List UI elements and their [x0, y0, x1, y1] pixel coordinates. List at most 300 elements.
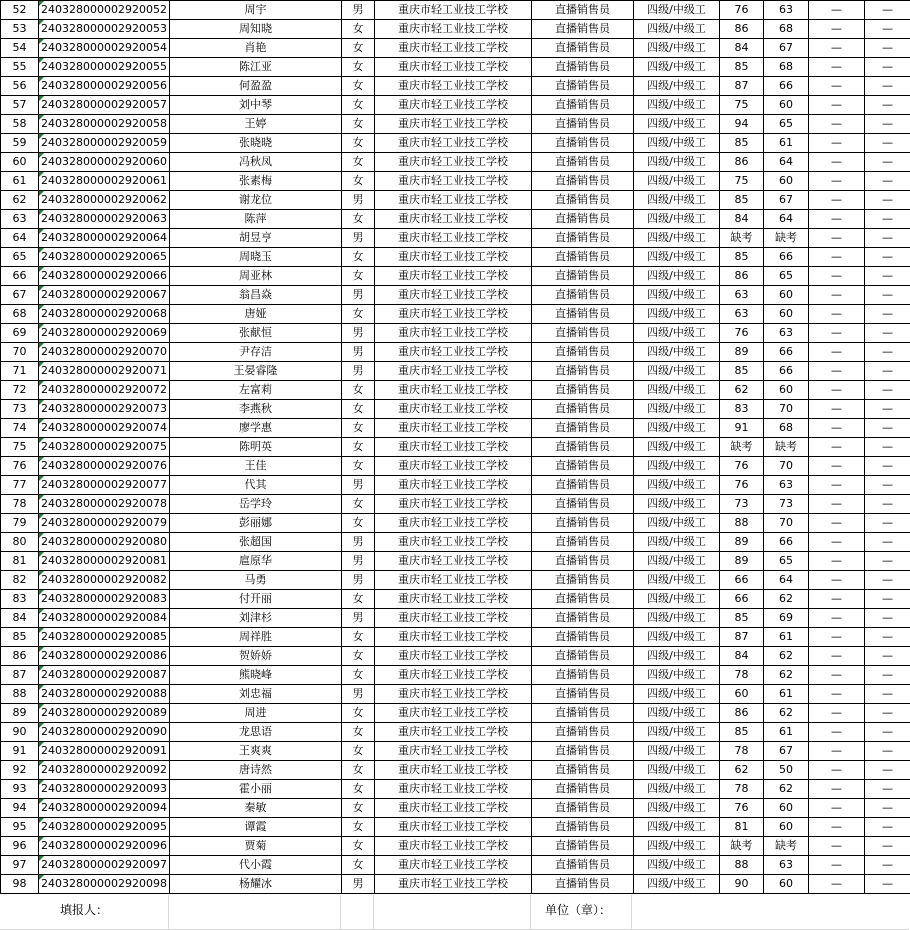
result-cell-a[interactable] — [809, 609, 865, 628]
school-cell[interactable] — [375, 20, 532, 39]
ticket-number-cell[interactable] — [39, 305, 170, 324]
name-cell[interactable] — [170, 818, 342, 837]
school-cell[interactable] — [375, 571, 532, 590]
result-cell-b[interactable] — [865, 305, 910, 324]
result-cell-a[interactable] — [809, 666, 865, 685]
result-cell-b[interactable] — [865, 438, 910, 457]
level-cell[interactable] — [634, 552, 720, 571]
name-cell[interactable] — [170, 77, 342, 96]
seq-cell[interactable] — [1, 172, 39, 191]
school-cell[interactable] — [375, 704, 532, 723]
result-cell-a[interactable] — [809, 400, 865, 419]
theory-score-cell[interactable] — [720, 647, 764, 666]
result-cell-a[interactable] — [809, 647, 865, 666]
result-cell-a[interactable] — [809, 723, 865, 742]
school-cell[interactable] — [375, 305, 532, 324]
skill-score-cell[interactable] — [764, 818, 809, 837]
result-cell-b[interactable] — [865, 723, 910, 742]
theory-score-cell[interactable] — [720, 590, 764, 609]
school-cell[interactable] — [375, 115, 532, 134]
result-cell-b[interactable] — [865, 476, 910, 495]
level-cell[interactable] — [634, 571, 720, 590]
result-cell-a[interactable] — [809, 761, 865, 780]
result-cell-a[interactable] — [809, 856, 865, 875]
seq-cell[interactable] — [1, 780, 39, 799]
school-cell[interactable] — [375, 514, 532, 533]
result-cell-b[interactable] — [865, 647, 910, 666]
name-cell[interactable] — [170, 229, 342, 248]
theory-score-cell[interactable] — [720, 343, 764, 362]
seq-cell[interactable] — [1, 571, 39, 590]
level-cell[interactable] — [634, 666, 720, 685]
ticket-number-cell[interactable] — [39, 875, 170, 894]
level-cell[interactable] — [634, 457, 720, 476]
result-cell-a[interactable] — [809, 191, 865, 210]
name-cell[interactable] — [170, 495, 342, 514]
result-cell-a[interactable] — [809, 704, 865, 723]
result-cell-b[interactable] — [865, 153, 910, 172]
seq-cell[interactable] — [1, 856, 39, 875]
result-cell-b[interactable] — [865, 191, 910, 210]
seq-cell[interactable] — [1, 514, 39, 533]
name-cell[interactable] — [170, 647, 342, 666]
school-cell[interactable] — [375, 229, 532, 248]
seq-cell[interactable] — [1, 799, 39, 818]
skill-score-cell[interactable] — [764, 172, 809, 191]
school-cell[interactable] — [375, 533, 532, 552]
ticket-number-cell[interactable] — [39, 856, 170, 875]
school-cell[interactable] — [375, 191, 532, 210]
theory-score-cell[interactable] — [720, 723, 764, 742]
gender-cell[interactable] — [342, 856, 375, 875]
result-cell-a[interactable] — [809, 780, 865, 799]
result-cell-a[interactable] — [809, 419, 865, 438]
job-cell[interactable] — [532, 362, 634, 381]
gender-cell[interactable] — [342, 324, 375, 343]
gender-cell[interactable] — [342, 39, 375, 58]
theory-score-cell[interactable] — [720, 780, 764, 799]
name-cell[interactable] — [170, 533, 342, 552]
name-cell[interactable] — [170, 115, 342, 134]
gender-cell[interactable] — [342, 134, 375, 153]
seq-cell[interactable] — [1, 305, 39, 324]
school-cell[interactable] — [375, 77, 532, 96]
level-cell[interactable] — [634, 381, 720, 400]
job-cell[interactable] — [532, 115, 634, 134]
job-cell[interactable] — [532, 495, 634, 514]
result-cell-b[interactable] — [865, 571, 910, 590]
theory-score-cell[interactable] — [720, 96, 764, 115]
result-cell-b[interactable] — [865, 400, 910, 419]
ticket-number-cell[interactable] — [39, 77, 170, 96]
result-cell-a[interactable] — [809, 210, 865, 229]
name-cell[interactable] — [170, 191, 342, 210]
result-cell-a[interactable] — [809, 552, 865, 571]
gender-cell[interactable] — [342, 837, 375, 856]
result-cell-b[interactable] — [865, 495, 910, 514]
theory-score-cell[interactable] — [720, 628, 764, 647]
gender-cell[interactable] — [342, 875, 375, 894]
gender-cell[interactable] — [342, 647, 375, 666]
seq-cell[interactable] — [1, 400, 39, 419]
school-cell[interactable] — [375, 400, 532, 419]
level-cell[interactable] — [634, 438, 720, 457]
result-cell-a[interactable] — [809, 628, 865, 647]
job-cell[interactable] — [532, 856, 634, 875]
skill-score-cell[interactable] — [764, 58, 809, 77]
school-cell[interactable] — [375, 134, 532, 153]
level-cell[interactable] — [634, 58, 720, 77]
theory-score-cell[interactable] — [720, 419, 764, 438]
name-cell[interactable] — [170, 210, 342, 229]
ticket-number-cell[interactable] — [39, 685, 170, 704]
result-cell-b[interactable] — [865, 837, 910, 856]
ticket-number-cell[interactable] — [39, 400, 170, 419]
ticket-number-cell[interactable] — [39, 324, 170, 343]
skill-score-cell[interactable] — [764, 457, 809, 476]
job-cell[interactable] — [532, 647, 634, 666]
ticket-number-cell[interactable] — [39, 1, 170, 20]
ticket-number-cell[interactable] — [39, 723, 170, 742]
gender-cell[interactable] — [342, 210, 375, 229]
job-cell[interactable] — [532, 628, 634, 647]
gender-cell[interactable] — [342, 115, 375, 134]
job-cell[interactable] — [532, 77, 634, 96]
level-cell[interactable] — [634, 305, 720, 324]
ticket-number-cell[interactable] — [39, 172, 170, 191]
school-cell[interactable] — [375, 799, 532, 818]
seq-cell[interactable] — [1, 286, 39, 305]
skill-score-cell[interactable] — [764, 324, 809, 343]
theory-score-cell[interactable] — [720, 362, 764, 381]
skill-score-cell[interactable] — [764, 628, 809, 647]
level-cell[interactable] — [634, 96, 720, 115]
name-cell[interactable] — [170, 837, 342, 856]
ticket-number-cell[interactable] — [39, 248, 170, 267]
job-cell[interactable] — [532, 723, 634, 742]
name-cell[interactable] — [170, 172, 342, 191]
result-cell-b[interactable] — [865, 324, 910, 343]
result-cell-b[interactable] — [865, 20, 910, 39]
result-cell-a[interactable] — [809, 153, 865, 172]
result-cell-a[interactable] — [809, 685, 865, 704]
school-cell[interactable] — [375, 267, 532, 286]
theory-score-cell[interactable] — [720, 115, 764, 134]
school-cell[interactable] — [375, 457, 532, 476]
result-cell-b[interactable] — [865, 780, 910, 799]
gender-cell[interactable] — [342, 723, 375, 742]
theory-score-cell[interactable] — [720, 153, 764, 172]
result-cell-a[interactable] — [809, 229, 865, 248]
result-cell-b[interactable] — [865, 818, 910, 837]
skill-score-cell[interactable] — [764, 590, 809, 609]
job-cell[interactable] — [532, 818, 634, 837]
theory-score-cell[interactable] — [720, 191, 764, 210]
gender-cell[interactable] — [342, 457, 375, 476]
gender-cell[interactable] — [342, 248, 375, 267]
theory-score-cell[interactable] — [720, 742, 764, 761]
skill-score-cell[interactable] — [764, 780, 809, 799]
level-cell[interactable] — [634, 514, 720, 533]
theory-score-cell[interactable] — [720, 856, 764, 875]
ticket-number-cell[interactable] — [39, 267, 170, 286]
skill-score-cell[interactable] — [764, 723, 809, 742]
skill-score-cell[interactable] — [764, 552, 809, 571]
result-cell-b[interactable] — [865, 533, 910, 552]
name-cell[interactable] — [170, 514, 342, 533]
skill-score-cell[interactable] — [764, 1, 809, 20]
job-cell[interactable] — [532, 39, 634, 58]
result-cell-a[interactable] — [809, 77, 865, 96]
skill-score-cell[interactable] — [764, 837, 809, 856]
job-cell[interactable] — [532, 343, 634, 362]
result-cell-b[interactable] — [865, 704, 910, 723]
result-cell-b[interactable] — [865, 381, 910, 400]
gender-cell[interactable] — [342, 267, 375, 286]
gender-cell[interactable] — [342, 571, 375, 590]
ticket-number-cell[interactable] — [39, 799, 170, 818]
level-cell[interactable] — [634, 590, 720, 609]
name-cell[interactable] — [170, 96, 342, 115]
job-cell[interactable] — [532, 305, 634, 324]
result-cell-a[interactable] — [809, 1, 865, 20]
school-cell[interactable] — [375, 476, 532, 495]
result-cell-a[interactable] — [809, 286, 865, 305]
job-cell[interactable] — [532, 533, 634, 552]
gender-cell[interactable] — [342, 704, 375, 723]
skill-score-cell[interactable] — [764, 742, 809, 761]
theory-score-cell[interactable] — [720, 495, 764, 514]
job-cell[interactable] — [532, 875, 634, 894]
skill-score-cell[interactable] — [764, 362, 809, 381]
gender-cell[interactable] — [342, 229, 375, 248]
name-cell[interactable] — [170, 286, 342, 305]
school-cell[interactable] — [375, 818, 532, 837]
skill-score-cell[interactable] — [764, 685, 809, 704]
theory-score-cell[interactable] — [720, 229, 764, 248]
theory-score-cell[interactable] — [720, 761, 764, 780]
result-cell-a[interactable] — [809, 742, 865, 761]
ticket-number-cell[interactable] — [39, 419, 170, 438]
result-cell-b[interactable] — [865, 552, 910, 571]
job-cell[interactable] — [532, 248, 634, 267]
theory-score-cell[interactable] — [720, 438, 764, 457]
job-cell[interactable] — [532, 609, 634, 628]
ticket-number-cell[interactable] — [39, 495, 170, 514]
name-cell[interactable] — [170, 875, 342, 894]
name-cell[interactable] — [170, 343, 342, 362]
theory-score-cell[interactable] — [720, 799, 764, 818]
skill-score-cell[interactable] — [764, 400, 809, 419]
result-cell-a[interactable] — [809, 305, 865, 324]
skill-score-cell[interactable] — [764, 666, 809, 685]
theory-score-cell[interactable] — [720, 267, 764, 286]
seq-cell[interactable] — [1, 134, 39, 153]
ticket-number-cell[interactable] — [39, 837, 170, 856]
result-cell-a[interactable] — [809, 438, 865, 457]
name-cell[interactable] — [170, 1, 342, 20]
level-cell[interactable] — [634, 704, 720, 723]
skill-score-cell[interactable] — [764, 77, 809, 96]
theory-score-cell[interactable] — [720, 552, 764, 571]
school-cell[interactable] — [375, 742, 532, 761]
result-cell-a[interactable] — [809, 248, 865, 267]
result-cell-b[interactable] — [865, 590, 910, 609]
name-cell[interactable] — [170, 476, 342, 495]
result-cell-a[interactable] — [809, 381, 865, 400]
school-cell[interactable] — [375, 343, 532, 362]
seq-cell[interactable] — [1, 552, 39, 571]
skill-score-cell[interactable] — [764, 286, 809, 305]
gender-cell[interactable] — [342, 58, 375, 77]
job-cell[interactable] — [532, 191, 634, 210]
seq-cell[interactable] — [1, 685, 39, 704]
result-cell-a[interactable] — [809, 875, 865, 894]
school-cell[interactable] — [375, 1, 532, 20]
result-cell-a[interactable] — [809, 343, 865, 362]
job-cell[interactable] — [532, 552, 634, 571]
name-cell[interactable] — [170, 305, 342, 324]
skill-score-cell[interactable] — [764, 704, 809, 723]
theory-score-cell[interactable] — [720, 39, 764, 58]
ticket-number-cell[interactable] — [39, 381, 170, 400]
name-cell[interactable] — [170, 590, 342, 609]
gender-cell[interactable] — [342, 343, 375, 362]
job-cell[interactable] — [532, 590, 634, 609]
seq-cell[interactable] — [1, 343, 39, 362]
level-cell[interactable] — [634, 77, 720, 96]
job-cell[interactable] — [532, 685, 634, 704]
school-cell[interactable] — [375, 96, 532, 115]
job-cell[interactable] — [532, 381, 634, 400]
job-cell[interactable] — [532, 134, 634, 153]
ticket-number-cell[interactable] — [39, 647, 170, 666]
seq-cell[interactable] — [1, 39, 39, 58]
result-cell-b[interactable] — [865, 799, 910, 818]
skill-score-cell[interactable] — [764, 343, 809, 362]
theory-score-cell[interactable] — [720, 134, 764, 153]
result-cell-b[interactable] — [865, 39, 910, 58]
result-cell-a[interactable] — [809, 799, 865, 818]
result-cell-b[interactable] — [865, 514, 910, 533]
level-cell[interactable] — [634, 20, 720, 39]
skill-score-cell[interactable] — [764, 39, 809, 58]
level-cell[interactable] — [634, 761, 720, 780]
seq-cell[interactable] — [1, 20, 39, 39]
skill-score-cell[interactable] — [764, 533, 809, 552]
job-cell[interactable] — [532, 438, 634, 457]
school-cell[interactable] — [375, 761, 532, 780]
skill-score-cell[interactable] — [764, 609, 809, 628]
school-cell[interactable] — [375, 837, 532, 856]
name-cell[interactable] — [170, 58, 342, 77]
theory-score-cell[interactable] — [720, 837, 764, 856]
result-cell-b[interactable] — [865, 666, 910, 685]
theory-score-cell[interactable] — [720, 818, 764, 837]
school-cell[interactable] — [375, 362, 532, 381]
result-cell-a[interactable] — [809, 267, 865, 286]
result-cell-a[interactable] — [809, 134, 865, 153]
job-cell[interactable] — [532, 210, 634, 229]
level-cell[interactable] — [634, 248, 720, 267]
seq-cell[interactable] — [1, 267, 39, 286]
result-cell-a[interactable] — [809, 571, 865, 590]
job-cell[interactable] — [532, 704, 634, 723]
gender-cell[interactable] — [342, 305, 375, 324]
level-cell[interactable] — [634, 1, 720, 20]
name-cell[interactable] — [170, 457, 342, 476]
seq-cell[interactable] — [1, 229, 39, 248]
theory-score-cell[interactable] — [720, 533, 764, 552]
result-cell-a[interactable] — [809, 457, 865, 476]
skill-score-cell[interactable] — [764, 305, 809, 324]
result-cell-b[interactable] — [865, 134, 910, 153]
name-cell[interactable] — [170, 381, 342, 400]
gender-cell[interactable] — [342, 533, 375, 552]
theory-score-cell[interactable] — [720, 210, 764, 229]
name-cell[interactable] — [170, 704, 342, 723]
school-cell[interactable] — [375, 381, 532, 400]
school-cell[interactable] — [375, 153, 532, 172]
level-cell[interactable] — [634, 286, 720, 305]
name-cell[interactable] — [170, 742, 342, 761]
level-cell[interactable] — [634, 324, 720, 343]
gender-cell[interactable] — [342, 818, 375, 837]
result-cell-b[interactable] — [865, 210, 910, 229]
school-cell[interactable] — [375, 324, 532, 343]
result-cell-b[interactable] — [865, 685, 910, 704]
theory-score-cell[interactable] — [720, 1, 764, 20]
gender-cell[interactable] — [342, 96, 375, 115]
name-cell[interactable] — [170, 571, 342, 590]
school-cell[interactable] — [375, 875, 532, 894]
level-cell[interactable] — [634, 115, 720, 134]
gender-cell[interactable] — [342, 552, 375, 571]
seq-cell[interactable] — [1, 191, 39, 210]
level-cell[interactable] — [634, 153, 720, 172]
job-cell[interactable] — [532, 96, 634, 115]
skill-score-cell[interactable] — [764, 96, 809, 115]
seq-cell[interactable] — [1, 77, 39, 96]
result-cell-b[interactable] — [865, 96, 910, 115]
ticket-number-cell[interactable] — [39, 609, 170, 628]
gender-cell[interactable] — [342, 609, 375, 628]
result-cell-b[interactable] — [865, 58, 910, 77]
result-cell-b[interactable] — [865, 761, 910, 780]
level-cell[interactable] — [634, 362, 720, 381]
school-cell[interactable] — [375, 172, 532, 191]
skill-score-cell[interactable] — [764, 134, 809, 153]
ticket-number-cell[interactable] — [39, 533, 170, 552]
name-cell[interactable] — [170, 324, 342, 343]
name-cell[interactable] — [170, 267, 342, 286]
ticket-number-cell[interactable] — [39, 476, 170, 495]
theory-score-cell[interactable] — [720, 875, 764, 894]
seq-cell[interactable] — [1, 590, 39, 609]
level-cell[interactable] — [634, 647, 720, 666]
school-cell[interactable] — [375, 647, 532, 666]
seq-cell[interactable] — [1, 837, 39, 856]
theory-score-cell[interactable] — [720, 685, 764, 704]
result-cell-b[interactable] — [865, 172, 910, 191]
level-cell[interactable] — [634, 172, 720, 191]
job-cell[interactable] — [532, 20, 634, 39]
seq-cell[interactable] — [1, 533, 39, 552]
job-cell[interactable] — [532, 58, 634, 77]
theory-score-cell[interactable] — [720, 514, 764, 533]
theory-score-cell[interactable] — [720, 286, 764, 305]
school-cell[interactable] — [375, 248, 532, 267]
